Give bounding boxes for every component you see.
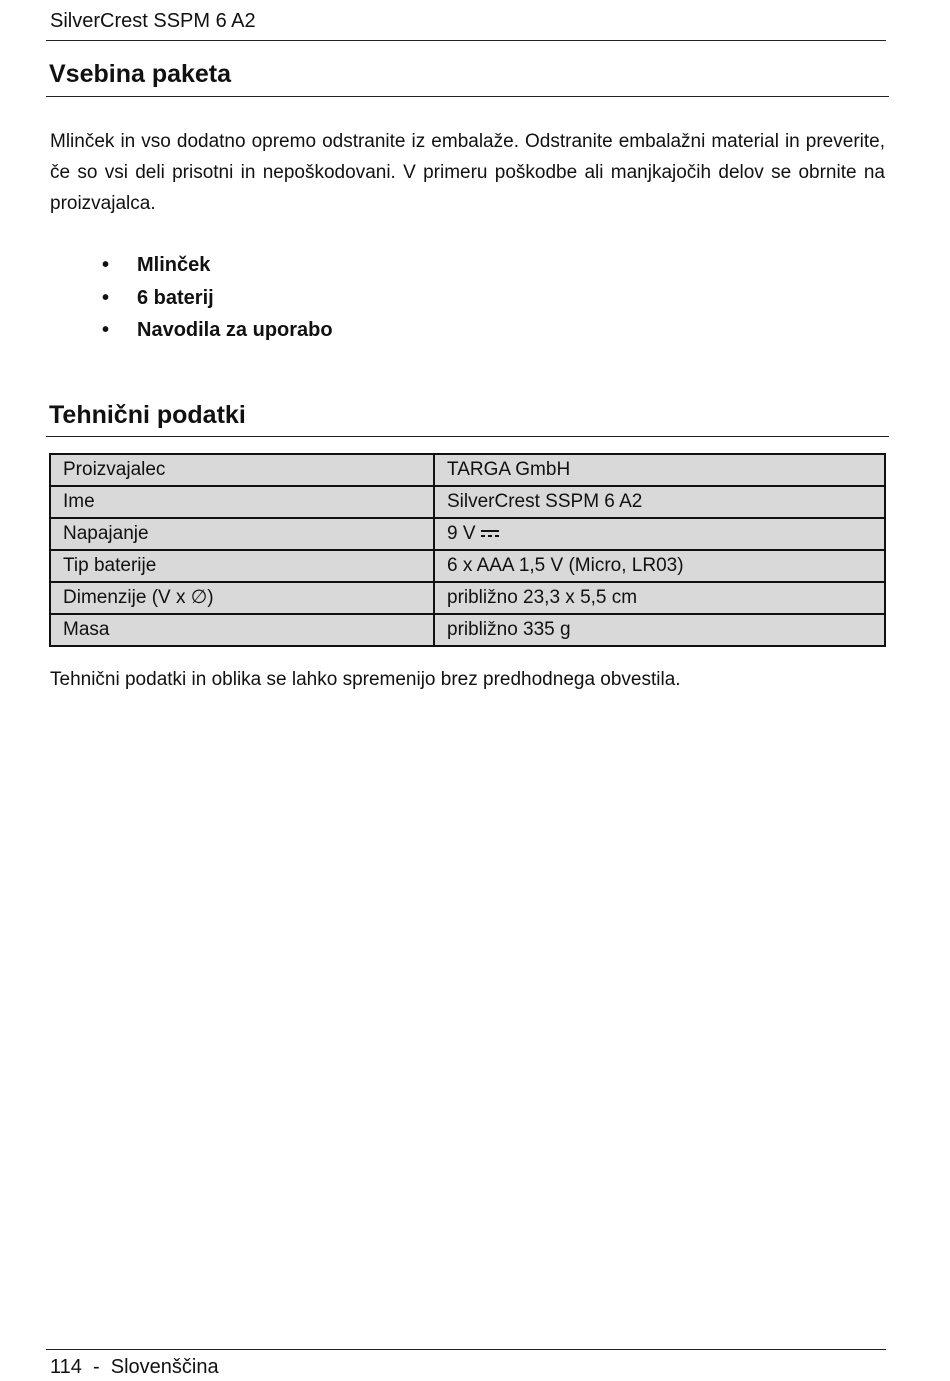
list-item-label: Navodila za uporabo [137,319,333,341]
voltage-value: 9 V [447,523,476,544]
section-heading-underline [46,96,889,97]
table-cell-value: 6 x AAA 1,5 V (Micro, LR03) [434,550,885,582]
table-cell-value: približno 335 g [434,614,885,646]
table-row [50,454,885,486]
running-header: SilverCrest SSPM 6 A2 [50,10,256,32]
table-row [50,582,885,614]
page-footer: 114 - Slovenščina [50,1356,219,1378]
dc-current-icon [480,529,500,539]
section-heading-underline [46,436,889,437]
table-cell-label: Dimenzije (V x ∅) [50,582,434,614]
table-cell-label: Napajanje [50,518,434,550]
table-cell-value: TARGA GmbH [434,454,885,486]
bullet-icon: • [102,319,110,341]
section-heading-package-contents: Vsebina paketa [49,60,232,88]
section-heading-technical-data: Tehnični podatki [49,401,246,429]
table-cell-label: Ime [50,486,434,518]
list-item-label: 6 baterij [137,286,214,309]
table-cell-label: Tip baterije [50,550,434,582]
package-contents-list [50,249,333,347]
list-item-label: Mlinček [137,254,211,276]
disclaimer-note: Tehnični podatki in oblika se lahko spremenijo brez predhodnega obvestila. [50,669,681,690]
footer-divider [46,1349,886,1350]
list-item [50,282,333,315]
list-item [50,314,333,347]
table-cell-value: SilverCrest SSPM 6 A2 [434,486,885,518]
table-row [50,518,885,550]
table-cell-value [434,518,885,550]
intro-paragraph: Mlinček in vso dodatno opremo odstranite iz embalaže. Odstranite embalažni material in preverite, če so vsi deli prisotni in nepoškodovani. V primeru poškodbe ali manjkajočih delov se obrnite na proizvajalca. [50,131,885,214]
bullet-icon: • [102,286,110,309]
technical-data-table [49,453,886,647]
list-item [50,249,333,282]
table-row [50,550,885,582]
table-cell-label: Masa [50,614,434,646]
bullet-icon: • [102,254,110,276]
header-divider [46,40,886,41]
table-cell-value: približno 23,3 x 5,5 cm [434,582,885,614]
table-cell-label: Proizvajalec [50,454,434,486]
table-row [50,614,885,646]
table-row [50,486,885,518]
